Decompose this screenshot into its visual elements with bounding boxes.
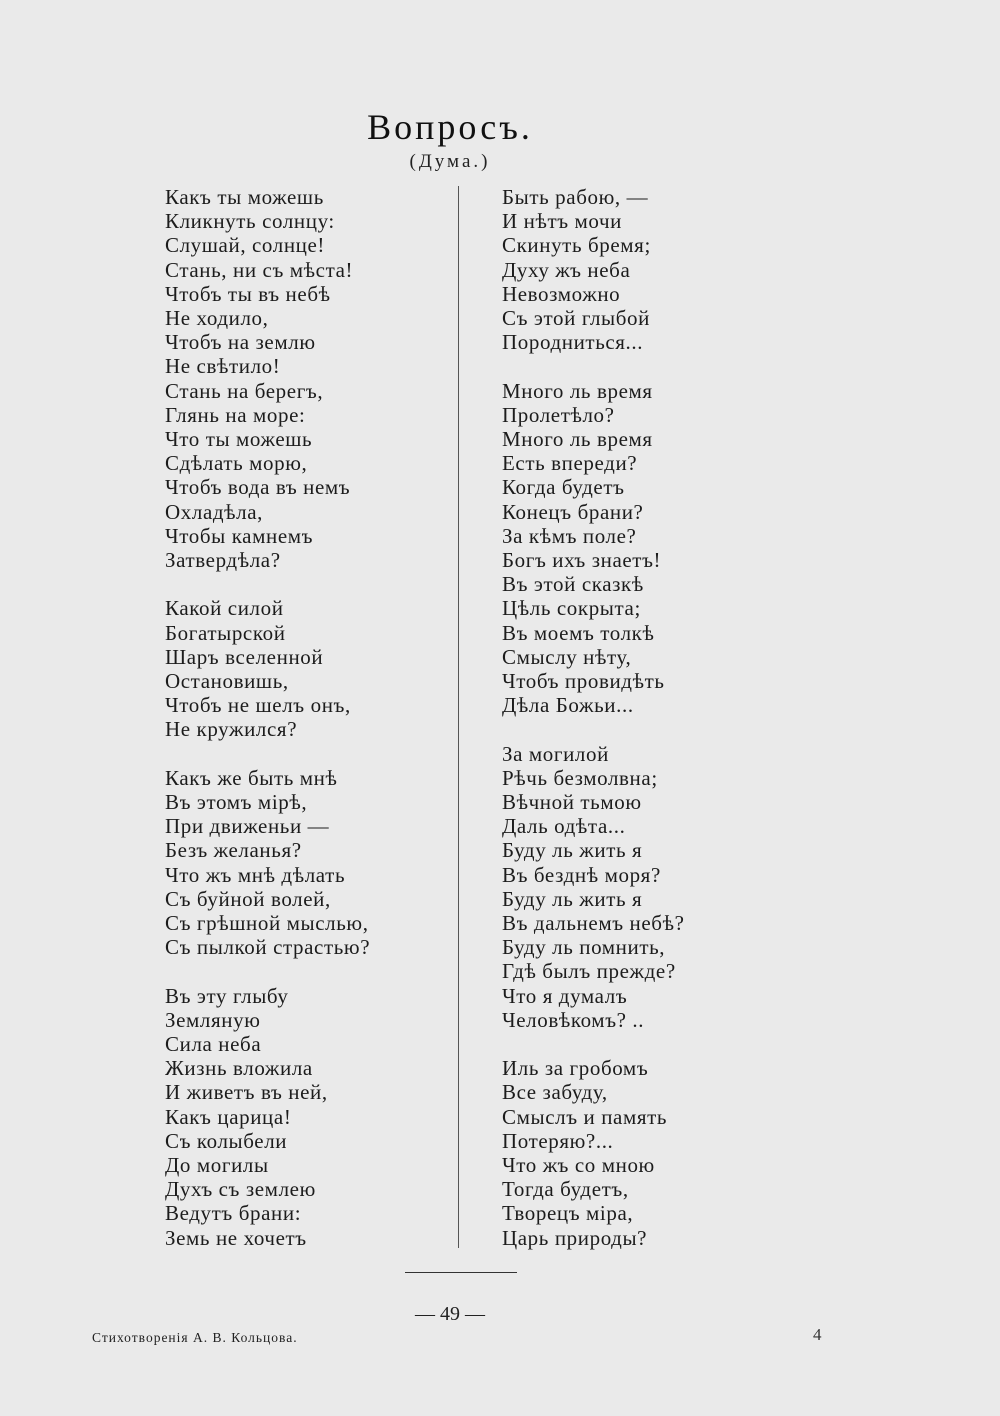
stanza xyxy=(502,185,832,354)
verse-line: Иль за гробомъ xyxy=(502,1056,649,1081)
stanza xyxy=(165,766,450,960)
verse-line: Чтобы камнемъ xyxy=(165,523,314,548)
verse-line: Даль одѣта... xyxy=(502,814,626,839)
verse-line: Что я думалъ xyxy=(502,983,628,1008)
verse-line: Дѣла Божьи... xyxy=(502,693,634,718)
verse-line: Стань, ни съ мѣста! xyxy=(165,257,354,282)
verse-line: Не ходило, xyxy=(165,306,269,331)
verse-line: Творецъ міра, xyxy=(502,1201,634,1226)
stanza xyxy=(502,1056,832,1250)
verse-line: Не кружился? xyxy=(165,717,298,742)
footer-sheet-number: 4 xyxy=(813,1325,822,1344)
verse-line: Духу жъ неба xyxy=(502,257,631,282)
stanza xyxy=(502,379,832,718)
verse-line: Какъ ты можешь xyxy=(165,185,324,209)
poem-column-right xyxy=(502,185,832,1250)
verse-line: Шаръ вселенной xyxy=(165,644,324,669)
verse-line: Безъ желанья? xyxy=(165,838,302,863)
footer-signature: Стихотворенія А. В. Кольцова. xyxy=(92,1330,298,1345)
verse-line: Съ колыбели xyxy=(165,1128,288,1153)
verse-line: Гдѣ былъ прежде? xyxy=(502,959,676,984)
poem-subtitle: (Дума.) xyxy=(409,151,491,172)
stanza xyxy=(165,596,450,741)
verse-line: Въ этой сказкѣ xyxy=(502,572,644,597)
verse-line: Какъ царица! xyxy=(165,1104,292,1129)
verse-line: Чтобъ на землю xyxy=(165,330,316,355)
verse-line: Не свѣтило! xyxy=(165,354,281,379)
verse-line: Когда будетъ xyxy=(502,475,625,500)
verse-line: Что жъ мнѣ дѣлать xyxy=(165,862,346,887)
verse-line: Съ буйной волей, xyxy=(165,886,331,911)
verse-line: Въ безднѣ моря? xyxy=(502,862,661,887)
verse-line: Чтобъ вода въ немъ xyxy=(165,475,351,500)
stanza xyxy=(165,185,450,572)
verse-line: Въ моемъ толкѣ xyxy=(502,620,655,645)
verse-line: Слушай, солнце! xyxy=(165,233,326,258)
verse-line: Вѣчной тьмою xyxy=(502,790,642,815)
verse-line: Глянь на море: xyxy=(165,402,306,427)
stanza xyxy=(165,984,450,1250)
verse-line: Скинуть бремя; xyxy=(502,233,651,258)
verse-line: И живетъ въ ней, xyxy=(165,1080,328,1105)
verse-line: Богатырской xyxy=(165,620,286,645)
verse-line: Что ты можешь xyxy=(165,427,313,452)
verse-line: Много ль время xyxy=(502,378,653,403)
verse-line: Потеряю?... xyxy=(502,1128,614,1153)
verse-line: Остановишь, xyxy=(165,669,289,694)
verse-line: До могилы xyxy=(165,1153,269,1178)
verse-line: Чтобъ провидѣть xyxy=(502,669,665,694)
verse-line: Духъ съ землею xyxy=(165,1177,316,1202)
verse-line: Богъ ихъ знаетъ! xyxy=(502,548,662,573)
poem-column-left xyxy=(165,185,450,1250)
verse-line: Затвердѣла? xyxy=(165,548,281,573)
verse-line: Охладѣла, xyxy=(165,499,264,524)
verse-line: Что жъ со мною xyxy=(502,1153,655,1178)
verse-line: Земляную xyxy=(165,1007,261,1032)
verse-line: Невозможно xyxy=(502,281,621,306)
verse-line: Ведутъ брани: xyxy=(165,1201,302,1226)
verse-line: Кликнуть солнцу: xyxy=(165,209,335,234)
verse-line: Смыслъ и память xyxy=(502,1104,668,1129)
verse-line: Сдѣлать морю, xyxy=(165,451,308,476)
verse-line: Буду ль помнить, xyxy=(502,935,666,960)
page-number: — 49 — xyxy=(415,1303,485,1325)
verse-line: Земь не хочетъ xyxy=(165,1225,307,1250)
verse-line: Съ пылкой страстью? xyxy=(165,935,371,960)
verse-line: Въ этомъ мірѣ, xyxy=(165,790,308,815)
verse-line: Какъ же быть мнѣ xyxy=(165,765,338,790)
end-rule xyxy=(405,1272,517,1273)
verse-line: Жизнь вложила xyxy=(165,1056,313,1081)
verse-line: Породниться... xyxy=(502,330,644,355)
verse-line: Конецъ брани? xyxy=(502,499,644,524)
verse-line: Человѣкомъ? .. xyxy=(502,1007,645,1032)
verse-line: Все забуду, xyxy=(502,1080,608,1105)
verse-line: Пролетѣло? xyxy=(502,402,615,427)
verse-line: Много ль время xyxy=(502,427,653,452)
verse-line: Тогда будетъ, xyxy=(502,1177,629,1202)
verse-line: Царь природы? xyxy=(502,1225,648,1250)
verse-line: За кѣмъ поле? xyxy=(502,523,637,548)
verse-line: Стань на берегъ, xyxy=(165,378,324,403)
verse-line: Какой силой xyxy=(165,596,284,621)
verse-line: Съ этой глыбой xyxy=(502,306,650,331)
poem-title: Вопросъ. xyxy=(367,107,533,147)
verse-line: Чтобъ не шелъ онъ, xyxy=(165,693,351,718)
verse-line: Чтобъ ты въ небѣ xyxy=(165,281,331,306)
stanza xyxy=(502,742,832,1032)
verse-line: Съ грѣшной мыслью, xyxy=(165,911,369,936)
verse-line: И нѣтъ мочи xyxy=(502,209,622,234)
verse-line: Буду ль жить я xyxy=(502,838,643,863)
verse-line: Въ дальнемъ небѣ? xyxy=(502,911,685,936)
verse-line: При движеньи — xyxy=(165,814,330,839)
verse-line: Буду ль жить я xyxy=(502,886,643,911)
verse-line: Цѣль сокрыта; xyxy=(502,596,641,621)
verse-line: За могилой xyxy=(502,741,609,766)
verse-line: Смыслу нѣту, xyxy=(502,644,632,669)
verse-line: Быть рабою, — xyxy=(502,185,649,209)
verse-line: Въ эту глыбу xyxy=(165,983,289,1008)
column-divider xyxy=(458,186,459,1248)
verse-line: Сила неба xyxy=(165,1032,262,1057)
verse-line: Есть впереди? xyxy=(502,451,638,476)
verse-line: Рѣчь безмолвна; xyxy=(502,765,658,790)
